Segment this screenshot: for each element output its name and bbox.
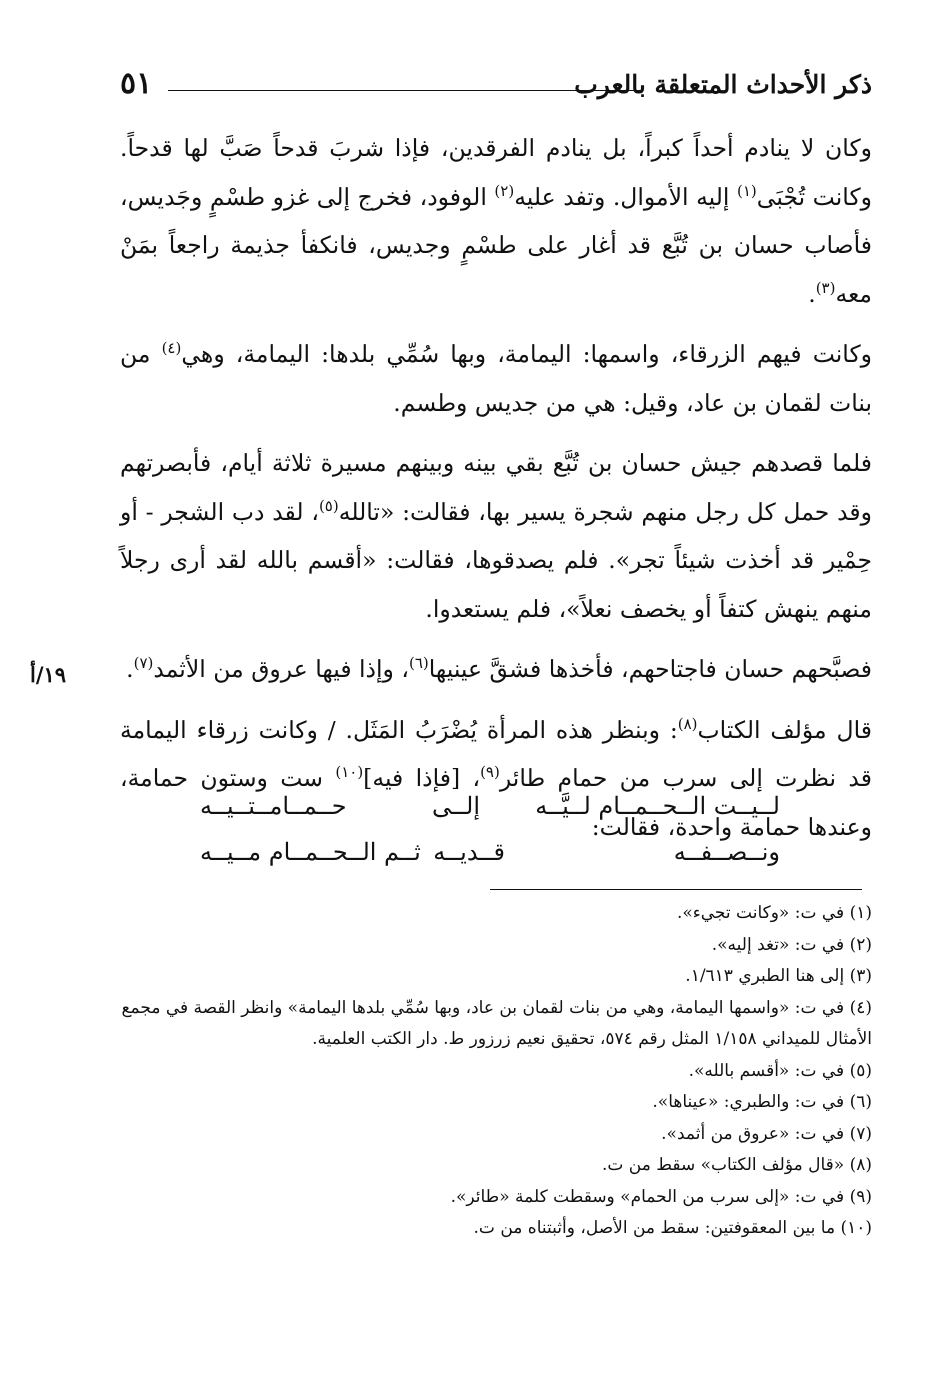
footnote-ref: (٢) xyxy=(494,181,515,200)
text-run: فلما قصدهم جيش حسان بن تُبَّع بقي بينه وبينهم مسيرة ثلاثة أيام، فأبصرتهم وقد حمل كل رجل منهم شجرة يسير بها، فقالت: «تالله xyxy=(120,449,872,526)
footnote: (٩) في ت: «إلى سرب من الحمام» وسقطت كلمة «طائر». xyxy=(450,1186,872,1207)
page-number: ٥١ xyxy=(120,66,153,101)
paragraph-3 xyxy=(120,439,872,633)
footnote-ref: (٨) xyxy=(677,714,698,733)
text-run: قال مؤلف الكتاب xyxy=(697,715,872,744)
footnotes xyxy=(120,898,872,1245)
footnote: (١٠) ما بين المعقوفتين: سقط من الأصل، وأثبتناه من ت. xyxy=(473,1218,872,1238)
footnote: (٢) في ت: «تغد إليه». xyxy=(711,934,872,955)
footnote: (٤) في ت: «واسمها اليمامة، وهي من بنات لقمان بن عاد، وبها سُمِّي بلدها اليمامة» وانظر القصة في مجمع الأمثال للميداني ١/١٥٨ المثل رقم ٥٧٤، تحقيق نعيم زرزور ط. دار الكتب العلمية. xyxy=(121,997,872,1049)
text-run: من بنات لقمان بن عاد، وقيل: هي من جديس وطسم. xyxy=(120,340,872,417)
verse-line-1 xyxy=(200,792,780,840)
text-run: : وبنظر هذه المرأة يُضْرَبُ المَثَل. / وكانت زرقاء اليمامة قد نظرت إلى سرب من حمام طائر xyxy=(120,715,872,792)
verse-hemistich-2: إلــى xyxy=(431,792,480,820)
manuscript-folio-marker: ١٩/أ xyxy=(30,662,67,687)
text-run: إليه الأموال. وتفد عليه xyxy=(514,182,737,211)
footnote-ref: (٣) xyxy=(815,278,836,297)
verse-hemistich-3: ثــم الــحــمــام مــيــه xyxy=(200,838,421,866)
footnote-ref: (٤) xyxy=(161,339,182,358)
text-run: . xyxy=(808,279,816,308)
header-rule xyxy=(168,90,640,91)
footnote-ref: (١) xyxy=(736,181,757,200)
main-text xyxy=(120,124,872,851)
verse-hemistich-3: حــمــامــتــيــه xyxy=(200,792,347,820)
paragraph-1 xyxy=(120,124,872,318)
text-run: ، لقد دب الشجر - أو حِمْير قد أخذت شيئاً تجر». فلم يصدقوها، فقالت: «أقسم بالله لقد أرى رجلاً منهم ينهش كتفاً أو يخصف نعلاً»، فلم يستعدوا. xyxy=(120,497,872,623)
footnote: (١) في ت: «وكانت تجيء». xyxy=(676,903,872,923)
footnote-ref: (٩) xyxy=(480,763,500,782)
verse-hemistich-1: لــيــت الــحــمــام لــيَّــه xyxy=(535,792,780,820)
text-run: فصبَّحهم حسان فاجتاحهم، فأخذها فشقَّ عينيها xyxy=(428,655,872,683)
footnote-separator xyxy=(490,889,862,890)
verse-hemistich-2: قــديــه xyxy=(433,838,505,866)
text-run: وكانت فيهم الزرقاء، واسمها: اليمامة، وبها سُمِّي بلدها: اليمامة، وهي xyxy=(181,340,873,368)
footnote-ref: (٧) xyxy=(133,654,154,673)
text-run: ، [فإذا فيه] xyxy=(363,764,481,792)
text-run: ، وإذا فيها عروق من الأثمد xyxy=(153,655,409,683)
text-run: وكان لا ينادم أحداً كبراً، بل ينادم الفرقدين، فإذا شربَ قدحاً صَبَّ لها قدحاً. وكانت تُجْبَى xyxy=(120,134,872,211)
paragraph-4 xyxy=(120,645,872,694)
footnote: (٥) في ت: «أقسم بالله». xyxy=(688,1060,872,1081)
paragraph-2 xyxy=(120,330,872,427)
footnote: (٣) إلى هنا الطبري ١/٦١٣. xyxy=(685,966,872,986)
running-title: ذكر الأحداث المتعلقة بالعرب xyxy=(574,70,872,99)
verse-hemistich-1: ونــصــفــه xyxy=(673,838,780,866)
text-run: الوفود، فخرج إلى غزو طسْمٍ وجَديس، فأصاب حسان بن تُبَّع قد أغار على طسْمٍ وجديس، فانكفأ جذيمة راجعاً بمَنْ معه xyxy=(120,182,872,308)
page-header xyxy=(120,66,872,106)
footnote: (٧) في ت: «عروق من أثمد». xyxy=(661,1123,872,1144)
footnote: (٦) في ت: والطبري: «عيناها». xyxy=(652,1092,872,1112)
text-run: . xyxy=(126,655,134,683)
footnote-ref: (٥) xyxy=(318,496,339,515)
text-run: ست وستون حمامة، وعندها حمامة واحدة، فقالت: xyxy=(120,764,872,841)
footnote-ref: (١٠) xyxy=(335,763,364,782)
footnote: (٨) «قال مؤلف الكتاب» سقط من ت. xyxy=(601,1155,872,1175)
footnote-ref: (٦) xyxy=(408,654,429,673)
verse-line-2 xyxy=(200,838,780,886)
